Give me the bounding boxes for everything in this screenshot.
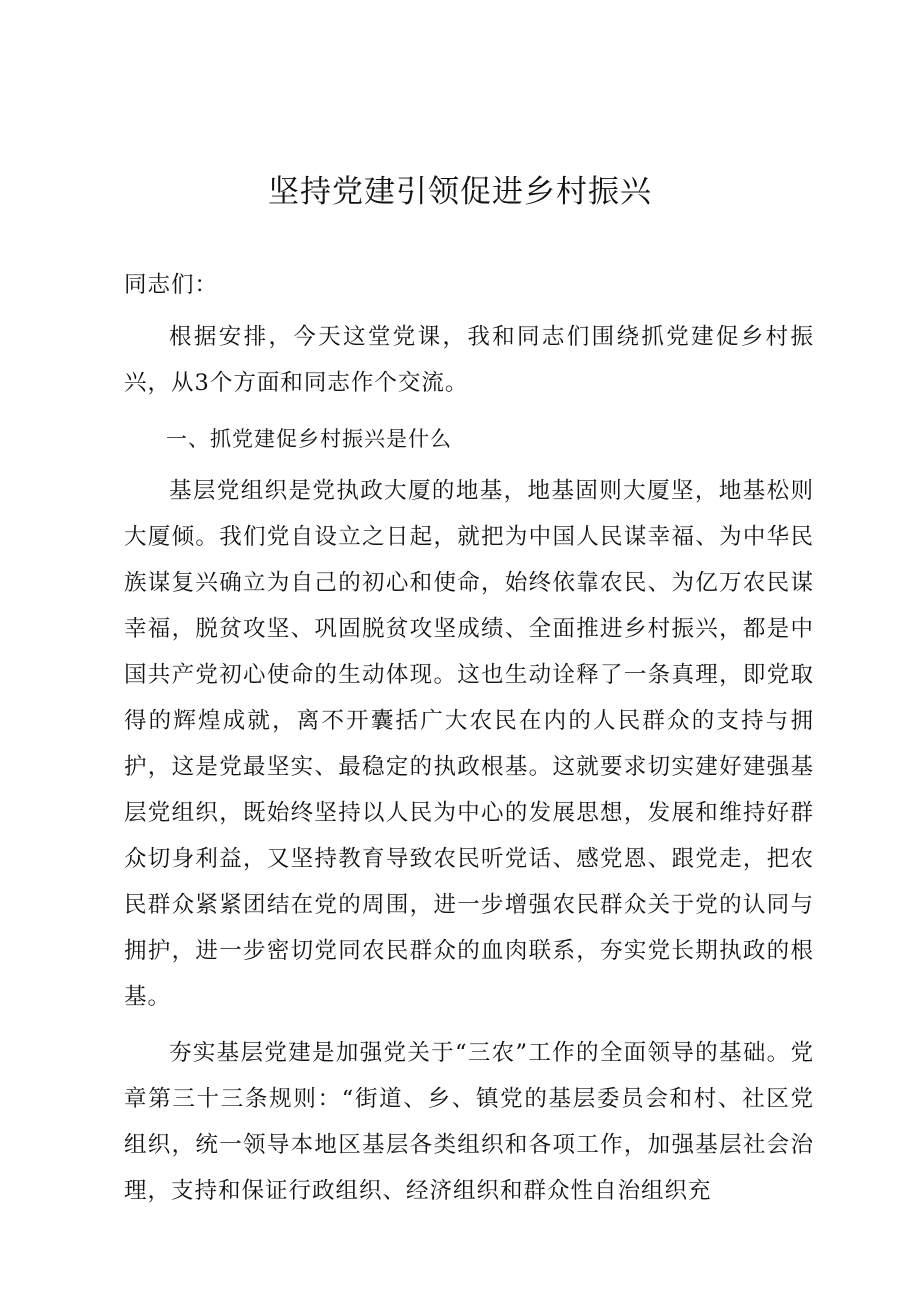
intro-paragraph: 根据安排，今天这堂党课，我和同志们围绕抓党建促乡村振兴，从3个方面和同志作个交流。 [124,324,814,396]
salutation: 同志们： [124,272,219,298]
body-paragraph-1: 基层党组织是党执政大厦的地基，地基固则大厦坚，地基松则大厦倾。我们党自设立之日起，就把为中国人民谋幸福、为中华民族谋复兴确立为自己的初心和使命，始终依靠农民、为亿万农民谋幸福，脱贫攻坚、巩固脱贫攻坚成绩、全面推进乡村振兴，都是中国共产党初心使命的生动体现。这也生动诠释了一条真理，即党取得的辉煌成就，离不开囊括广大农民在内的人民群众的支持与拥护，这是党最坚实、最稳定的执政根基。这就要求切实建好建强基层党组织，既始终坚持以人民为中心的发展思想，发展和维持好群众切身利益，又坚持教育导致农民听党话、感党恩、跟党走，把农民群众紧紧团结在党的周围，进一步增强农民群众关于党的认同与拥护，进一步密切党同农民群众的血肉联系，夯实党长期执政的根基。 [124,478,814,1010]
body-paragraph-2: 夯实基层党建是加强党关于“三农”工作的全面领导的基础。党章第三十三条规则：“街道、乡、镇党的基层委员会和村、社区党组织，统一领导本地区基层各类组织和各项工作，加强基层社会治理，支持和保证行政组织、经济组织和群众性自治组织充 [124,1040,814,1204]
section-heading-1: 一、抓党建促乡村振兴是什么 [166,427,452,451]
document-title: 坚持党建引领促进乡村振兴 [268,174,652,210]
document-body [124,262,814,1214]
